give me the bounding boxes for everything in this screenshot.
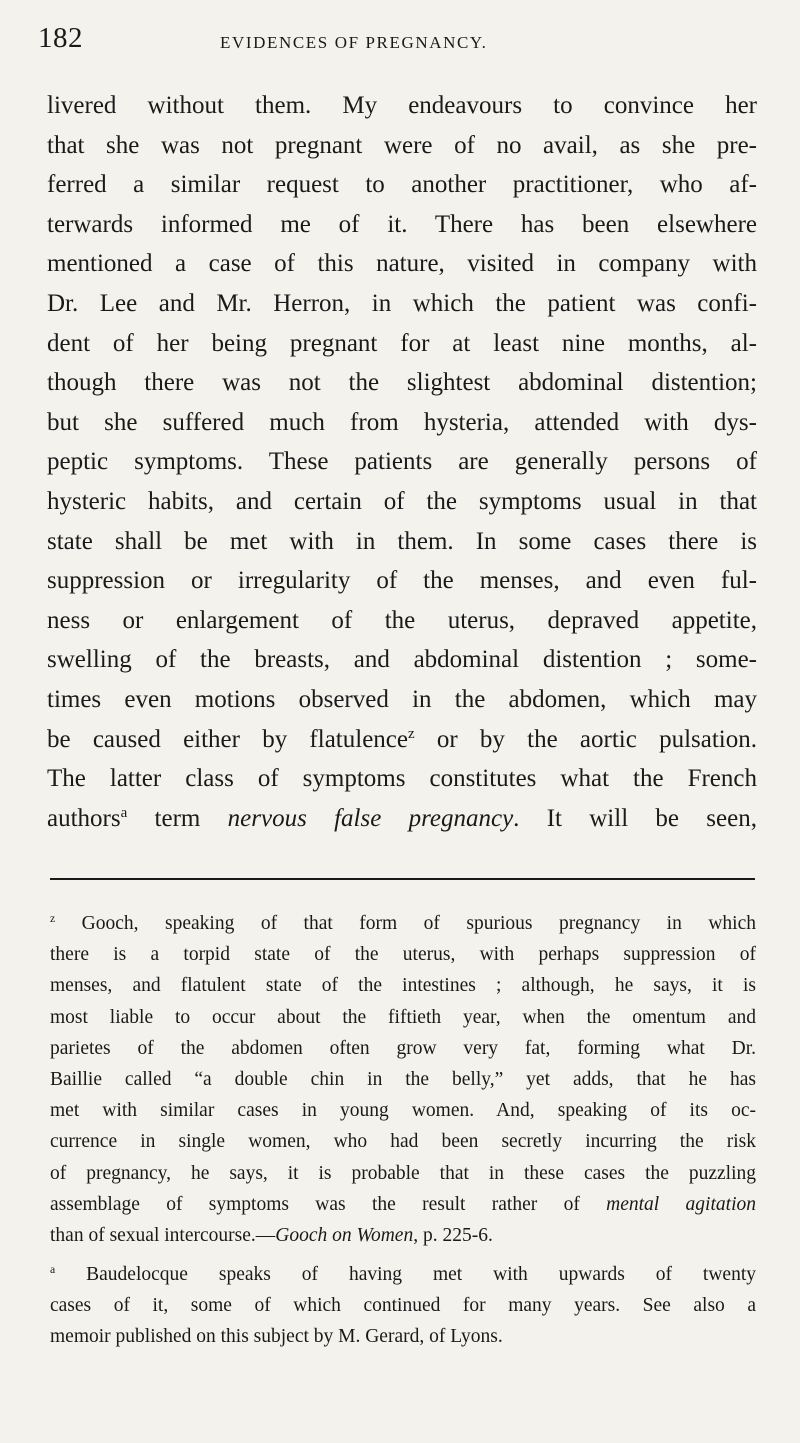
footnote-line: [50, 939, 756, 970]
line-text: ness or enlargement of the uterus, depraved appetite,: [47, 606, 757, 634]
line-text: Gooch, speaking of that form of spurious pregnancy in which: [55, 913, 756, 934]
line-text: . It will be seen,: [513, 804, 757, 832]
footnote-line: [50, 1095, 756, 1126]
page-header: [38, 22, 758, 62]
footnote-line: [50, 1321, 756, 1352]
footnotes: [50, 908, 756, 1353]
footnote-line: [50, 1220, 756, 1251]
line-text: dent of her being pregnant for at least nine months, al-: [47, 329, 757, 357]
line-text: The latter class of symptoms constitutes what the French: [47, 765, 757, 793]
line-text: suppression or irregularity of the menses, and even ful-: [47, 567, 757, 595]
line-text: but she suffered much from hysteria, attended with dys-: [47, 408, 757, 436]
text-line: [47, 759, 757, 799]
text-line: [47, 284, 757, 324]
footnote-line: [50, 908, 756, 939]
footnote-marker: z: [407, 725, 415, 742]
line-text: most liable to occur about the fiftieth year, when the omentum and: [50, 1006, 756, 1028]
text-line: [47, 640, 757, 680]
line-text: times even motions observed in the abdomen, which may: [47, 685, 757, 713]
line-text: term: [127, 804, 228, 832]
line-text: memoir published on this subject by M. Gerard, of Lyons.: [50, 1326, 503, 1348]
line-text: met with similar cases in young women. And, speaking of its oc-: [50, 1100, 756, 1122]
line-text: be caused either by flatulence: [47, 725, 408, 753]
text-line: [47, 799, 757, 839]
footnote-line: [50, 1126, 756, 1157]
text-line: [47, 324, 757, 364]
text-line: [47, 442, 757, 482]
footnote-line: [50, 1158, 756, 1189]
text-line: [47, 403, 757, 443]
line-text: that she was not pregnant were of no avail, as she pre-: [47, 131, 757, 159]
footnote-line: [50, 1189, 756, 1220]
footnote-rule: [50, 878, 755, 880]
footnote-line: [50, 1290, 756, 1321]
line-text: Baudelocque speaks of having met with upwards of twenty: [55, 1264, 756, 1286]
footnote-marker: a: [120, 804, 128, 821]
text-line: [47, 126, 757, 166]
text-line: [47, 86, 757, 126]
line-text: there is a torpid state of the uterus, with perhaps suppression of: [50, 944, 756, 966]
footnote-line: [50, 1002, 756, 1033]
line-text: or by the aortic pulsation.: [414, 725, 757, 753]
line-text: livered without them. My endeavours to convince her: [47, 92, 757, 119]
line-text: swelling of the breasts, and abdominal distention ; some-: [47, 646, 757, 674]
line-text: mentioned a case of this nature, visited in company with: [47, 250, 757, 278]
italic-text: Gooch on Women: [275, 1224, 414, 1246]
running-head: EVIDENCES OF PREGNANCY.: [220, 33, 488, 52]
line-text: parietes of the abdomen often grow very fat, forming what Dr.: [50, 1037, 756, 1059]
footnote-line: [50, 1064, 756, 1095]
line-text: , p. 225-6.: [413, 1224, 493, 1246]
italic-text: nervous false pregnancy: [227, 804, 514, 832]
line-text: cases of it, some of which continued for many years. See also a: [50, 1295, 756, 1317]
line-text: peptic symptoms. These patients are generally persons of: [47, 448, 757, 476]
line-text: menses, and flatulent state of the intestines ; although, he says, it is: [50, 975, 756, 997]
text-line: [47, 165, 757, 205]
body-text: [47, 86, 757, 838]
text-line: [47, 482, 757, 522]
text-line: [47, 561, 757, 601]
line-text: Dr. Lee and Mr. Herron, in which the patient was confi-: [47, 289, 757, 317]
footnote-marker: a: [50, 1263, 56, 1277]
footnote-line: [50, 1259, 756, 1290]
line-text: state shall be met with in them. In some cases there is: [47, 527, 757, 555]
text-line: [47, 205, 757, 245]
text-line: [47, 680, 757, 720]
line-text: Baillie called “a double chin in the belly,” yet adds, that he has: [50, 1068, 756, 1090]
text-line: [47, 601, 757, 641]
text-line: [47, 244, 757, 284]
line-text: than of sexual intercourse.—: [50, 1224, 276, 1246]
italic-text: mental agitation: [606, 1193, 756, 1215]
line-text: authors: [47, 804, 121, 832]
text-line: [47, 522, 757, 562]
footnote-line: [50, 1033, 756, 1064]
text-line: [47, 720, 757, 760]
line-text: hysteric habits, and certain of the symptoms usual in that: [47, 487, 757, 515]
footnote-marker: z: [50, 911, 56, 925]
line-text: ferred a similar request to another practitioner, who af-: [47, 171, 757, 199]
line-text: terwards informed me of it. There has been elsewhere: [47, 210, 757, 238]
line-text: assemblage of symptoms was the result rather of: [50, 1193, 607, 1215]
line-text: currence in single women, who had been secretly incurring the risk: [50, 1131, 756, 1153]
line-text: of pregnancy, he says, it is probable that in these cases the puzzling: [50, 1162, 756, 1184]
text-line: [47, 363, 757, 403]
footnote-line: [50, 970, 756, 1001]
page-number: 182: [38, 22, 83, 54]
line-text: though there was not the slightest abdominal distention;: [47, 369, 757, 397]
footnote-gap: [50, 1251, 756, 1259]
